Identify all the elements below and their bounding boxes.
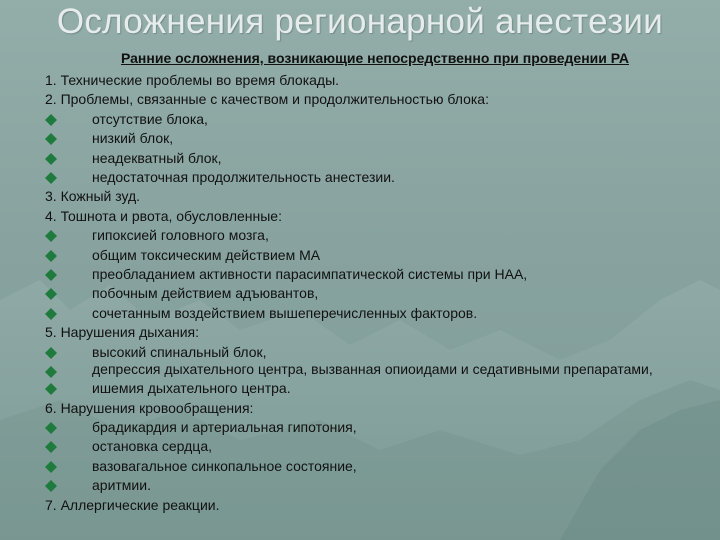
item-text: 3. Кожный зуд. — [45, 188, 141, 205]
bullet-item — [45, 110, 685, 129]
bullet-item — [45, 476, 685, 495]
item-text: 2. Проблемы, связанные с качеством и продолжительностью блока: — [45, 91, 489, 108]
diamond-bullet-icon — [45, 133, 57, 145]
item-text: 6. Нарушения кровообращения: — [45, 399, 254, 416]
bullet-item — [45, 226, 685, 245]
bullet-item — [45, 265, 685, 284]
bullet-item — [45, 418, 685, 437]
item-text: низкий блок, — [92, 130, 174, 147]
item-text: 4. Тошнота и рвота, обусловленные: — [45, 207, 282, 224]
diamond-bullet-icon — [45, 269, 57, 281]
item-text: остановка сердца, — [92, 438, 213, 455]
diamond-bullet-icon — [45, 383, 57, 395]
numbered-item — [45, 496, 685, 515]
diamond-bullet-icon — [45, 347, 57, 359]
diamond-bullet-icon — [45, 153, 57, 165]
item-text: брадикардия и артериальная гипотония, — [92, 418, 357, 435]
item-text: недостаточная продолжительность анестезии. — [92, 169, 395, 186]
diamond-bullet-icon — [45, 230, 57, 242]
item-text: сочетанным воздействием вышеперечисленных факторов. — [92, 304, 478, 321]
item-text: 1. Технические проблемы во время блокады. — [45, 72, 340, 88]
bullet-item — [45, 457, 685, 476]
bullet-item — [45, 304, 685, 323]
numbered-item — [45, 187, 685, 206]
item-text: отсутствие блока, — [92, 110, 208, 127]
numbered-item — [45, 207, 685, 226]
bullet-item — [45, 284, 685, 303]
item-text: преобладанием активности парасимпатической системы при НАА, — [92, 266, 528, 283]
item-text: вазовагальное синкопальное состояние, — [92, 457, 357, 474]
bullet-item — [45, 379, 685, 398]
item-text: 7. Аллергические реакции. — [45, 496, 220, 513]
diamond-bullet-icon — [45, 288, 57, 300]
diamond-bullet-icon — [45, 422, 57, 434]
diamond-bullet-icon — [45, 308, 57, 320]
bullet-item — [45, 129, 685, 148]
complications-list — [45, 71, 685, 515]
bullet-item — [45, 362, 685, 379]
slide-title: Осложнения регионарной анестезии — [56, 2, 664, 41]
item-text: высокий спинальный блок, — [92, 343, 267, 360]
numbered-item — [45, 323, 685, 342]
diamond-bullet-icon — [45, 250, 57, 262]
diamond-bullet-icon — [45, 366, 57, 378]
item-text: аритмии. — [92, 477, 151, 494]
diamond-bullet-icon — [45, 480, 57, 492]
diamond-bullet-icon — [45, 461, 57, 473]
diamond-bullet-icon — [45, 172, 57, 184]
diamond-bullet-icon — [45, 114, 57, 126]
bullet-item — [45, 343, 685, 362]
numbered-item — [45, 399, 685, 418]
item-text: побочным действием адъювантов, — [92, 285, 319, 302]
item-text: неадекватный блок, — [92, 149, 222, 166]
item-text: 5. Нарушения дыхания: — [45, 324, 200, 341]
numbered-item — [45, 71, 685, 90]
item-text: ишемия дыхательного центра. — [92, 380, 291, 397]
bullet-item — [45, 149, 685, 168]
numbered-item — [45, 90, 685, 109]
item-text: общим токсическим действием МА — [92, 246, 321, 263]
item-text: депрессия дыхательного центра, вызванная опиоидами и седативными препаратами, — [92, 361, 653, 378]
item-text: гипоксией головного мозга, — [92, 227, 269, 244]
bullet-item — [45, 168, 685, 187]
diamond-bullet-icon — [45, 441, 57, 453]
slide-subtitle: Ранние осложнения, возникающие непосредственно при проведении РА — [120, 50, 629, 66]
bullet-item — [45, 246, 685, 265]
bullet-item — [45, 437, 685, 456]
